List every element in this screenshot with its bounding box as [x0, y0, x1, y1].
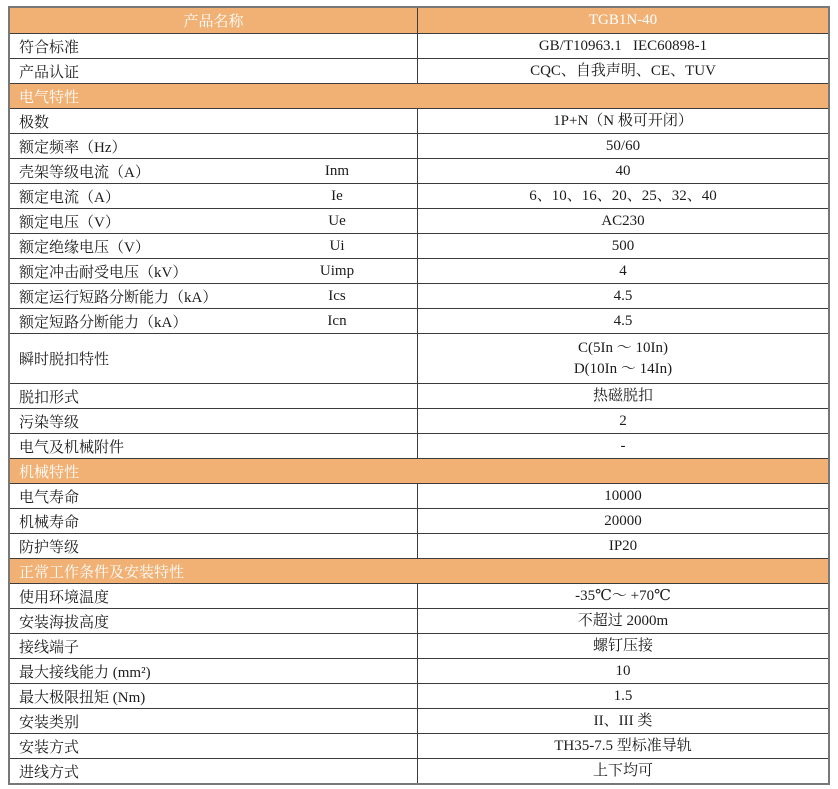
row-value-cell	[418, 509, 828, 533]
row-value: AC230	[601, 212, 645, 229]
spec-row	[10, 608, 828, 633]
row-value-cell	[418, 34, 828, 58]
row-label-cell	[10, 684, 418, 708]
row-value-cell	[418, 409, 828, 433]
row-label-cell	[10, 484, 418, 508]
row-value: -35℃～ +70℃	[575, 587, 671, 604]
row-label: 安装方式	[19, 739, 80, 756]
row-value: 4.5	[613, 312, 633, 329]
spec-row	[10, 233, 828, 258]
section-title: 机械特性	[19, 464, 80, 481]
row-label: 进线方式	[19, 764, 80, 781]
row-label: 极数	[19, 114, 50, 131]
row-value-line1: C(5In ～ 10In)	[578, 339, 668, 356]
spec-row	[10, 208, 828, 233]
row-label-cell	[10, 134, 418, 158]
row-value: CQC、自我声明、CE、TUV	[530, 62, 716, 79]
row-value: 不超过 2000m	[577, 612, 669, 629]
row-value-cell	[418, 334, 828, 383]
row-value: 4	[619, 262, 627, 279]
header-label-cell	[10, 8, 418, 33]
row-label: 额定绝缘电压（V）	[19, 239, 150, 256]
row-value: 10	[615, 662, 631, 679]
spec-row	[10, 133, 828, 158]
row-label: 额定短路分断能力（kA）	[19, 314, 188, 331]
row-label-cell	[10, 59, 418, 83]
row-value: TH35-7.5 型标准导轨	[554, 737, 692, 754]
row-symbol: Inm	[324, 162, 350, 179]
row-value: 500	[611, 237, 635, 254]
row-value-cell	[418, 609, 828, 633]
row-label-cell	[10, 259, 418, 283]
row-value-cell	[418, 534, 828, 558]
row-label-cell	[10, 209, 418, 233]
row-label-cell	[10, 334, 418, 383]
row-label: 瞬时脱扣特性	[19, 352, 110, 368]
spec-row	[10, 733, 828, 758]
row-label: 额定冲击耐受电压（kV）	[19, 264, 188, 281]
row-value: 20000	[604, 512, 642, 529]
section-title: 电气特性	[19, 89, 80, 106]
row-label: 电气及机械附件	[19, 439, 125, 456]
row-value-cell	[418, 284, 828, 308]
spec-row	[10, 183, 828, 208]
product-spec-table	[8, 6, 830, 785]
header-value-cell	[418, 8, 828, 33]
row-value: 40	[615, 162, 631, 179]
row-label-cell	[10, 634, 418, 658]
row-value: IP20	[608, 537, 638, 554]
spec-row	[10, 758, 828, 783]
row-value-cell	[418, 684, 828, 708]
row-value: 50/60	[605, 137, 641, 154]
row-label: 符合标准	[19, 39, 80, 56]
row-label-cell	[10, 584, 418, 608]
section-header-mechanical	[10, 458, 828, 483]
row-label-cell	[10, 109, 418, 133]
row-label-cell	[10, 34, 418, 58]
spec-row	[10, 33, 828, 58]
row-value: 6、10、16、20、25、32、40	[529, 187, 717, 204]
row-value-cell	[418, 209, 828, 233]
row-label: 使用环境温度	[19, 589, 110, 606]
row-label: 最大极限扭矩 (Nm)	[19, 689, 146, 706]
row-label: 接线端子	[19, 639, 80, 656]
product-model: TGB1N-40	[588, 12, 658, 28]
row-label-cell	[10, 234, 418, 258]
spec-row-trip-characteristic	[10, 333, 828, 383]
row-value-cell	[418, 709, 828, 733]
row-value-cell	[418, 159, 828, 183]
row-value-cell	[418, 259, 828, 283]
spec-row	[10, 483, 828, 508]
row-value-cell	[418, 384, 828, 408]
row-value-cell	[418, 109, 828, 133]
row-value-cell	[418, 309, 828, 333]
row-value-cell	[418, 634, 828, 658]
row-label: 额定运行短路分断能力（kA）	[19, 289, 218, 306]
spec-row	[10, 658, 828, 683]
row-symbol: Ie	[331, 187, 343, 204]
row-label: 安装海拔高度	[19, 614, 110, 631]
row-value-cell	[418, 484, 828, 508]
row-label-cell	[10, 509, 418, 533]
row-label-cell	[10, 434, 418, 458]
row-value-cell	[418, 234, 828, 258]
row-label-cell	[10, 709, 418, 733]
spec-row	[10, 683, 828, 708]
row-value: 2	[619, 412, 627, 429]
row-label: 污染等级	[19, 414, 80, 431]
row-value: 1.5	[613, 687, 633, 704]
row-symbol: Icn	[327, 312, 347, 329]
row-label-cell	[10, 309, 418, 333]
row-value: 4.5	[613, 287, 633, 304]
row-label: 额定电流（A）	[19, 189, 120, 206]
spec-row	[10, 283, 828, 308]
row-label: 机械寿命	[19, 514, 80, 531]
row-value: 1P+N（N 极可开闭）	[553, 112, 693, 129]
row-label-cell	[10, 534, 418, 558]
row-label-cell	[10, 184, 418, 208]
row-value-cell	[418, 134, 828, 158]
row-value-cell	[418, 434, 828, 458]
row-label: 额定频率（Hz）	[19, 139, 127, 156]
row-value-cell	[418, 59, 828, 83]
row-value: 热磁脱扣	[592, 387, 653, 404]
row-label-cell	[10, 159, 418, 183]
row-label-cell	[10, 759, 418, 783]
row-value-cell	[418, 759, 828, 783]
row-value: 螺钉压接	[592, 637, 653, 654]
row-label-cell	[10, 409, 418, 433]
header-label: 产品名称	[183, 14, 244, 30]
section-header-installation	[10, 558, 828, 583]
spec-row	[10, 508, 828, 533]
row-symbol: Ui	[329, 237, 345, 254]
spec-row	[10, 708, 828, 733]
spec-row	[10, 258, 828, 283]
spec-row	[10, 583, 828, 608]
row-value-cell	[418, 184, 828, 208]
section-header-electrical	[10, 83, 828, 108]
spec-row	[10, 633, 828, 658]
spec-row	[10, 58, 828, 83]
row-value: 10000	[604, 487, 642, 504]
row-label-cell	[10, 659, 418, 683]
row-label: 脱扣形式	[19, 389, 80, 406]
row-value: GB/T10963.1 IEC60898-1	[538, 37, 708, 54]
row-label-cell	[10, 609, 418, 633]
row-value-cell	[418, 659, 828, 683]
row-symbol: Ics	[328, 287, 346, 304]
row-label: 最大接线能力 (mm²)	[19, 664, 151, 681]
row-label: 壳架等级电流（A）	[19, 164, 150, 181]
row-label-cell	[10, 734, 418, 758]
row-value-cell	[418, 734, 828, 758]
row-label: 产品认证	[19, 64, 80, 81]
row-value: 上下均可	[592, 762, 653, 779]
row-label: 电气寿命	[19, 489, 80, 506]
spec-row	[10, 433, 828, 458]
spec-row	[10, 108, 828, 133]
spec-row	[10, 533, 828, 558]
row-value: -	[620, 437, 626, 454]
row-label: 额定电压（V）	[19, 214, 120, 231]
row-label: 安装类别	[19, 714, 80, 731]
row-label-cell	[10, 284, 418, 308]
row-symbol: Ue	[328, 212, 346, 229]
row-value-line2: D(10In ～ 14In)	[573, 360, 673, 377]
row-value-cell	[418, 584, 828, 608]
spec-row	[10, 408, 828, 433]
row-value: II、III 类	[593, 712, 653, 729]
spec-row	[10, 383, 828, 408]
row-symbol: Uimp	[319, 262, 355, 279]
row-label: 防护等级	[19, 539, 80, 556]
row-label-cell	[10, 384, 418, 408]
spec-row	[10, 158, 828, 183]
section-title: 正常工作条件及安装特性	[19, 564, 185, 581]
spec-row	[10, 308, 828, 333]
table-header-row	[10, 8, 828, 33]
